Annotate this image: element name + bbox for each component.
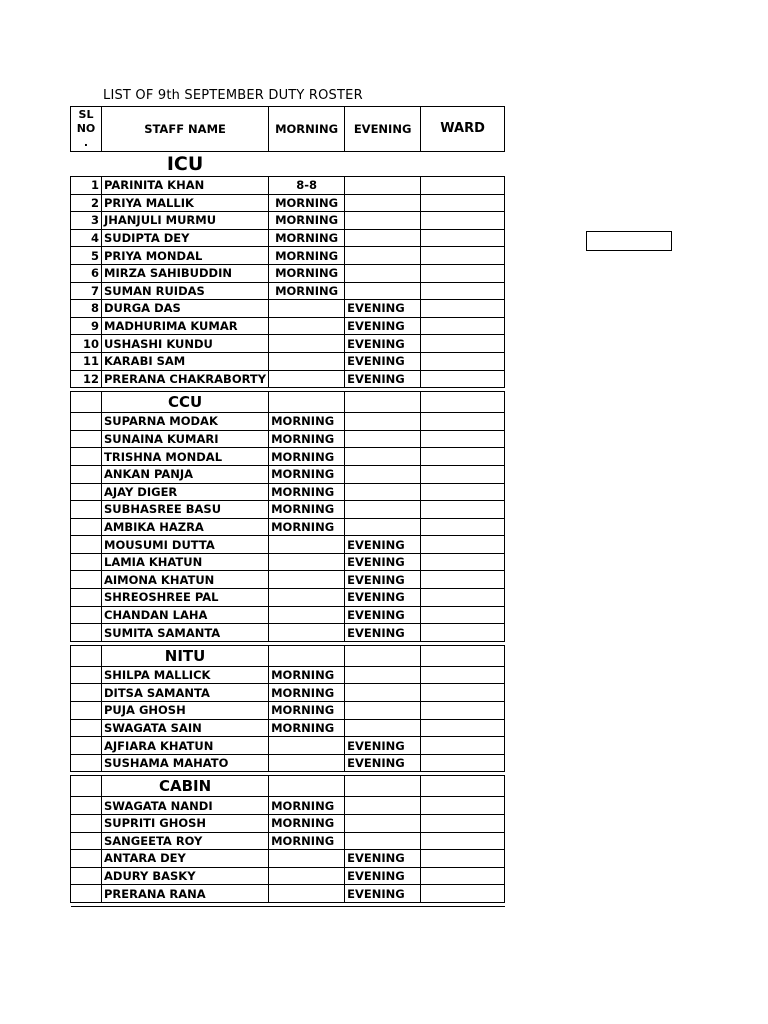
staff-name-cell: ANTARA DEY: [102, 850, 269, 868]
section-empty-cell: [421, 776, 505, 797]
staff-name-cell: PRIYA MONDAL: [102, 247, 269, 265]
evening-cell: [345, 212, 421, 230]
morning-cell: [269, 536, 345, 554]
morning-cell: [269, 553, 345, 571]
evening-cell: [345, 501, 421, 519]
morning-cell: MORNING: [269, 797, 345, 815]
table-row: [71, 885, 505, 903]
staff-name-cell: SUBHASREE BASU: [102, 501, 269, 519]
ward-cell: [421, 702, 505, 720]
evening-cell: EVENING: [345, 536, 421, 554]
ward-cell: [421, 370, 505, 388]
sl-no-cell: 3: [71, 212, 102, 230]
table-row: [71, 867, 505, 885]
morning-cell: MORNING: [269, 832, 345, 850]
table-row: [71, 850, 505, 868]
evening-cell: [345, 832, 421, 850]
morning-cell: [269, 370, 345, 388]
section-title: NITU: [102, 645, 269, 666]
ward-cell: [421, 553, 505, 571]
table-row: [71, 430, 505, 448]
ward-cell: [421, 247, 505, 265]
divider-cell: [71, 902, 102, 906]
table-row: [71, 754, 505, 772]
table-row: [71, 797, 505, 815]
table-row: [71, 832, 505, 850]
staff-name-cell: SUSHAMA MAHATO: [102, 754, 269, 772]
staff-name-cell: SUPARNA MODAK: [102, 413, 269, 431]
staff-name-cell: TRISHNA MONDAL: [102, 448, 269, 466]
sl-no-cell: 1: [71, 177, 102, 195]
table-row: [71, 264, 505, 282]
evening-cell: [345, 413, 421, 431]
evening-cell: [345, 448, 421, 466]
page-title: LIST OF 9th SEPTEMBER DUTY ROSTER: [103, 88, 363, 103]
evening-cell: [345, 815, 421, 833]
staff-name-cell: SHILPA MALLICK: [102, 666, 269, 684]
sl-no-cell: [71, 702, 102, 720]
ward-cell: [421, 335, 505, 353]
header-sl-line: NO: [76, 122, 96, 135]
staff-name-cell: CHANDAN LAHA: [102, 606, 269, 624]
table-row: [71, 815, 505, 833]
header-ward: WARD: [421, 107, 505, 152]
sl-no-cell: [71, 536, 102, 554]
roster-body: [71, 107, 505, 907]
morning-cell: MORNING: [269, 194, 345, 212]
sl-no-cell: [71, 832, 102, 850]
section-sl-cell: [71, 392, 102, 413]
table-row: [71, 247, 505, 265]
evening-cell: EVENING: [345, 737, 421, 755]
sl-no-cell: [71, 719, 102, 737]
section-empty-cell: [345, 776, 421, 797]
evening-cell: [345, 247, 421, 265]
morning-cell: MORNING: [269, 666, 345, 684]
staff-name-cell: SUMITA SAMANTA: [102, 624, 269, 642]
table-row: [71, 413, 505, 431]
header-morning: MORNING: [269, 107, 345, 152]
table-row: [71, 684, 505, 702]
sl-no-cell: 9: [71, 317, 102, 335]
ward-cell: [421, 832, 505, 850]
staff-name-cell: PRIYA MALLIK: [102, 194, 269, 212]
sl-no-cell: [71, 518, 102, 536]
ward-cell: [421, 737, 505, 755]
morning-cell: [269, 352, 345, 370]
sl-no-cell: 12: [71, 370, 102, 388]
sl-no-cell: 6: [71, 264, 102, 282]
morning-cell: [269, 867, 345, 885]
section-spacer: [71, 152, 505, 177]
evening-cell: [345, 483, 421, 501]
morning-cell: MORNING: [269, 212, 345, 230]
morning-cell: [269, 300, 345, 318]
section-sl-cell: [71, 645, 102, 666]
table-row: [71, 589, 505, 607]
ward-cell: [421, 177, 505, 195]
evening-cell: [345, 194, 421, 212]
ward-cell: [421, 430, 505, 448]
evening-cell: [345, 702, 421, 720]
morning-cell: [269, 754, 345, 772]
table-row: [71, 571, 505, 589]
staff-name-cell: JHANJULI MURMU: [102, 212, 269, 230]
morning-cell: MORNING: [269, 518, 345, 536]
staff-name-cell: PRERANA RANA: [102, 885, 269, 903]
sl-no-cell: 5: [71, 247, 102, 265]
staff-name-cell: AMBIKA HAZRA: [102, 518, 269, 536]
table-row: [71, 465, 505, 483]
evening-cell: EVENING: [345, 624, 421, 642]
sl-no-cell: [71, 684, 102, 702]
staff-name-cell: MADHURIMA KUMAR: [102, 317, 269, 335]
ward-cell: [421, 624, 505, 642]
evening-cell: EVENING: [345, 352, 421, 370]
spacer-cell: [71, 152, 102, 177]
ward-cell: [421, 300, 505, 318]
sl-no-cell: [71, 430, 102, 448]
section-header-row: [71, 645, 505, 666]
ward-cell: [421, 850, 505, 868]
table-row: [71, 666, 505, 684]
ward-cell: [421, 589, 505, 607]
section-empty-cell: [269, 392, 345, 413]
section-sl-cell: [71, 776, 102, 797]
sl-no-cell: [71, 666, 102, 684]
divider-cell: [345, 902, 421, 906]
spacer-cell: [345, 152, 421, 177]
table-row: [71, 553, 505, 571]
ward-cell: [421, 684, 505, 702]
morning-cell: MORNING: [269, 229, 345, 247]
staff-name-cell: SANGEETA ROY: [102, 832, 269, 850]
morning-cell: [269, 317, 345, 335]
staff-name-cell: PARINITA KHAN: [102, 177, 269, 195]
spacer-cell: [421, 152, 505, 177]
staff-name-cell: MOUSUMI DUTTA: [102, 536, 269, 554]
ward-cell: [421, 754, 505, 772]
table-row: [71, 483, 505, 501]
ward-cell: [421, 194, 505, 212]
sl-no-cell: 10: [71, 335, 102, 353]
sl-no-cell: [71, 465, 102, 483]
morning-cell: MORNING: [269, 684, 345, 702]
table-row: [71, 352, 505, 370]
staff-name-cell: SWAGATA SAIN: [102, 719, 269, 737]
ward-cell: [421, 264, 505, 282]
staff-name-cell: LAMIA KHATUN: [102, 553, 269, 571]
evening-cell: EVENING: [345, 300, 421, 318]
evening-cell: [345, 797, 421, 815]
section-empty-cell: [345, 392, 421, 413]
evening-cell: [345, 465, 421, 483]
staff-name-cell: AJFIARA KHATUN: [102, 737, 269, 755]
sl-no-cell: [71, 413, 102, 431]
spacer-cell: [269, 152, 345, 177]
staff-name-cell: SUDIPTA DEY: [102, 229, 269, 247]
morning-cell: [269, 335, 345, 353]
morning-cell: [269, 589, 345, 607]
table-row: [71, 624, 505, 642]
morning-cell: MORNING: [269, 264, 345, 282]
ward-cell: [421, 571, 505, 589]
table-row: [71, 518, 505, 536]
section-empty-cell: [421, 645, 505, 666]
staff-name-cell: AJAY DIGER: [102, 483, 269, 501]
staff-name-cell: ADURY BASKY: [102, 867, 269, 885]
ward-cell: [421, 719, 505, 737]
sl-no-cell: [71, 797, 102, 815]
table-row: [71, 501, 505, 519]
header-evening: EVENING: [345, 107, 421, 152]
staff-name-cell: ANKAN PANJA: [102, 465, 269, 483]
morning-cell: MORNING: [269, 430, 345, 448]
sl-no-cell: 7: [71, 282, 102, 300]
sl-no-cell: 2: [71, 194, 102, 212]
morning-cell: [269, 850, 345, 868]
ward-cell: [421, 483, 505, 501]
evening-cell: EVENING: [345, 589, 421, 607]
morning-cell: MORNING: [269, 702, 345, 720]
empty-cell-box: [586, 231, 672, 251]
evening-cell: [345, 518, 421, 536]
ward-cell: [421, 352, 505, 370]
table-row: [71, 317, 505, 335]
ward-cell: [421, 465, 505, 483]
ward-cell: [421, 606, 505, 624]
header-sl-line: .: [83, 136, 89, 149]
staff-name-cell: SWAGATA NANDI: [102, 797, 269, 815]
morning-cell: [269, 737, 345, 755]
table-row: [71, 212, 505, 230]
evening-cell: EVENING: [345, 850, 421, 868]
ward-cell: [421, 501, 505, 519]
evening-cell: [345, 282, 421, 300]
evening-cell: EVENING: [345, 370, 421, 388]
staff-name-cell: SUMAN RUIDAS: [102, 282, 269, 300]
table-row: [71, 448, 505, 466]
sl-no-cell: [71, 850, 102, 868]
divider-cell: [421, 902, 505, 906]
sl-no-cell: 8: [71, 300, 102, 318]
morning-cell: MORNING: [269, 282, 345, 300]
section-empty-cell: [269, 645, 345, 666]
ward-cell: [421, 448, 505, 466]
evening-cell: EVENING: [345, 553, 421, 571]
evening-cell: [345, 264, 421, 282]
ward-cell: [421, 518, 505, 536]
ward-cell: [421, 797, 505, 815]
staff-name-cell: KARABI SAM: [102, 352, 269, 370]
evening-cell: [345, 177, 421, 195]
morning-cell: [269, 606, 345, 624]
staff-name-cell: USHASHI KUNDU: [102, 335, 269, 353]
section-empty-cell: [421, 392, 505, 413]
sl-no-cell: [71, 553, 102, 571]
table-row: [71, 229, 505, 247]
morning-cell: MORNING: [269, 719, 345, 737]
sl-no-cell: 4: [71, 229, 102, 247]
section-title: CCU: [102, 392, 269, 413]
staff-name-cell: SUNAINA KUMARI: [102, 430, 269, 448]
section-header-row: [71, 776, 505, 797]
ward-cell: [421, 536, 505, 554]
section-empty-cell: [269, 776, 345, 797]
morning-cell: [269, 885, 345, 903]
sl-no-cell: 11: [71, 352, 102, 370]
section-title: ICU: [166, 153, 204, 175]
morning-cell: MORNING: [269, 465, 345, 483]
staff-name-cell: DITSA SAMANTA: [102, 684, 269, 702]
morning-cell: MORNING: [269, 815, 345, 833]
morning-cell: MORNING: [269, 448, 345, 466]
morning-cell: MORNING: [269, 483, 345, 501]
evening-cell: [345, 666, 421, 684]
divider-cell: [269, 902, 345, 906]
staff-name-cell: SUPRITI GHOSH: [102, 815, 269, 833]
evening-cell: EVENING: [345, 754, 421, 772]
morning-cell: [269, 571, 345, 589]
sl-no-cell: [71, 885, 102, 903]
staff-name-cell: PUJA GHOSH: [102, 702, 269, 720]
evening-cell: EVENING: [345, 317, 421, 335]
table-row: [71, 719, 505, 737]
header-row: [71, 107, 505, 152]
table-row: [71, 177, 505, 195]
section-empty-cell: [345, 645, 421, 666]
table-row: [71, 335, 505, 353]
ward-cell: [421, 885, 505, 903]
evening-cell: [345, 684, 421, 702]
evening-cell: EVENING: [345, 571, 421, 589]
ward-cell: [421, 229, 505, 247]
ward-cell: [421, 282, 505, 300]
staff-name-cell: DURGA DAS: [102, 300, 269, 318]
sl-no-cell: [71, 571, 102, 589]
header-sl-no: [71, 107, 102, 152]
table-end-divider: [71, 902, 505, 906]
sl-no-cell: [71, 815, 102, 833]
morning-cell: MORNING: [269, 247, 345, 265]
table-row: [71, 606, 505, 624]
ward-cell: [421, 413, 505, 431]
evening-cell: EVENING: [345, 885, 421, 903]
header-staff-name: STAFF NAME: [102, 107, 269, 152]
evening-cell: EVENING: [345, 335, 421, 353]
sl-no-cell: [71, 867, 102, 885]
section-title: CABIN: [102, 776, 269, 797]
morning-cell: MORNING: [269, 413, 345, 431]
sl-no-cell: [71, 483, 102, 501]
staff-name-cell: SHREOSHREE PAL: [102, 589, 269, 607]
table-row: [71, 370, 505, 388]
divider-cell: [102, 902, 269, 906]
duty-roster-table: [70, 106, 505, 907]
evening-cell: [345, 229, 421, 247]
ward-cell: [421, 212, 505, 230]
table-row: [71, 282, 505, 300]
staff-name-cell: MIRZA SAHIBUDDIN: [102, 264, 269, 282]
sl-no-cell: [71, 589, 102, 607]
sl-no-cell: [71, 501, 102, 519]
evening-cell: EVENING: [345, 606, 421, 624]
staff-name-cell: AIMONA KHATUN: [102, 571, 269, 589]
table-row: [71, 194, 505, 212]
table-row: [71, 536, 505, 554]
morning-cell: MORNING: [269, 501, 345, 519]
evening-cell: [345, 430, 421, 448]
staff-name-cell: PRERANA CHAKRABORTY: [102, 370, 269, 388]
sl-no-cell: [71, 606, 102, 624]
ward-cell: [421, 815, 505, 833]
sl-no-cell: [71, 448, 102, 466]
morning-cell: [269, 624, 345, 642]
sl-no-cell: [71, 624, 102, 642]
section-header-row: [71, 392, 505, 413]
table-row: [71, 702, 505, 720]
table-row: [71, 300, 505, 318]
evening-cell: [345, 719, 421, 737]
header-sl-line: SL: [78, 108, 94, 121]
table-row: [71, 737, 505, 755]
ward-cell: [421, 317, 505, 335]
sl-no-cell: [71, 754, 102, 772]
ward-cell: [421, 867, 505, 885]
sl-no-cell: [71, 737, 102, 755]
morning-cell: 8-8: [269, 177, 345, 195]
ward-cell: [421, 666, 505, 684]
evening-cell: EVENING: [345, 867, 421, 885]
